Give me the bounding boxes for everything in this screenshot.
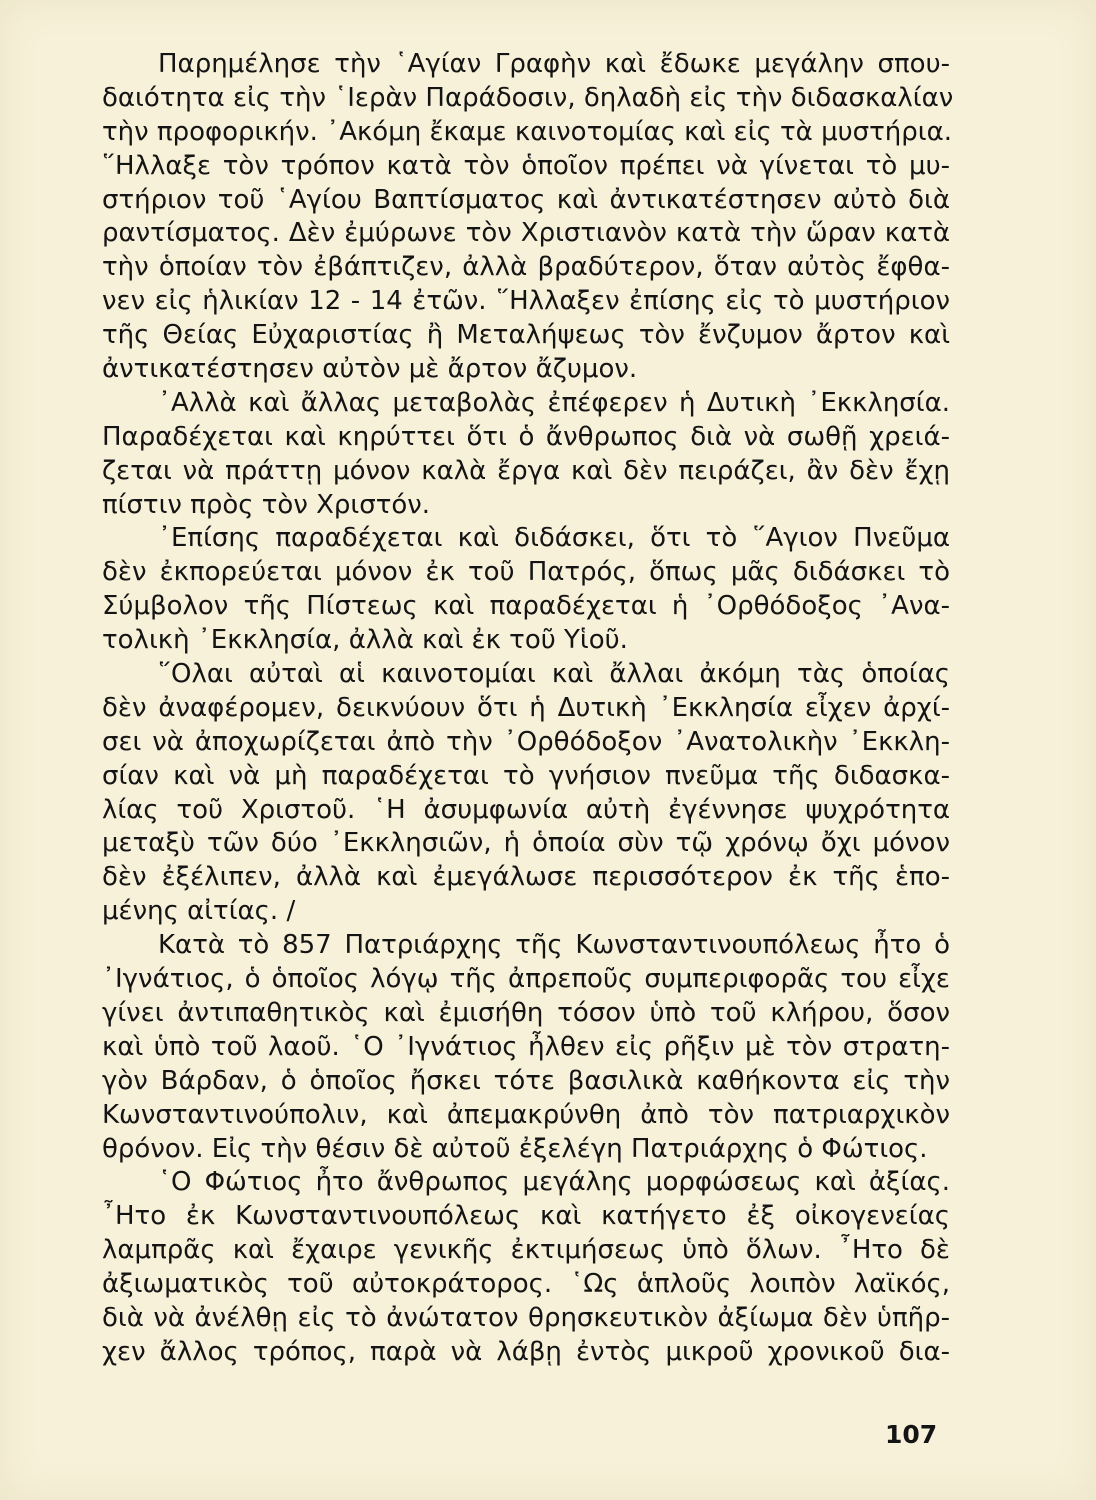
text-line: στήριον τοῦ ῾Αγίου Βαπτίσματος καὶ ἀντικατέστησεν αὐτὸ διὰ <box>102 184 950 215</box>
text-line: ἀντικατέστησεν αὐτὸν μὲ ἄρτον ἄζυμον. <box>102 354 638 385</box>
text-line: μεταξὺ τῶν δύο ᾿Εκκλησιῶν, ἡ ὁποία σὺν τῷ χρόνῳ ὄχι μόνον <box>102 828 950 859</box>
body-text <box>102 48 954 1370</box>
text-line: ᾿Αλλὰ καὶ ἄλλας μεταβολὰς ἐπέφερεν ἡ Δυτικὴ ᾿Εκκλησία. <box>158 387 950 418</box>
text-line: δὲν ἀναφέρομεν, δεικνύουν ὅτι ἡ Δυτικὴ ᾿Εκκλησία εἶχεν ἀρχί- <box>102 692 950 723</box>
text-line: λίας τοῦ Χριστοῦ. ῾Η ἀσυμφωνία αὐτὴ ἐγέννησε ψυχρότητα <box>102 794 950 825</box>
text-line: ῞Ολαι αὐταὶ αἱ καινοτομίαι καὶ ἄλλαι ἀκόμη τὰς ὁποίας <box>158 659 950 690</box>
text-line: ῏Ητο ἐκ Κωνσταντινουπόλεως καὶ κατήγετο ἐξ οἰκογενείας <box>102 1201 950 1232</box>
text-line: καὶ ὑπὸ τοῦ λαοῦ. ῾Ο ᾿Ιγνάτιος ἦλθεν εἰς ρῆξιν μὲ τὸν στρατη- <box>102 1031 950 1062</box>
text-line: γίνει ἀντιπαθητικὸς καὶ ἐμισήθη τόσον ὑπὸ τοῦ κλήρου, ὅσον <box>102 997 950 1028</box>
text-line: χεν ἄλλος τρόπος, παρὰ νὰ λάβῃ ἐντὸς μικροῦ χρονικοῦ δια- <box>102 1336 950 1367</box>
text-line: θρόνον. Εἰς τὴν θέσιν δὲ αὐτοῦ ἐξελέγη Πατριάρχης ὁ Φώτιος. <box>102 1133 928 1164</box>
text-line: τολικὴ ᾿Εκκλησία, ἀλλὰ καὶ ἐκ τοῦ Υἱοῦ. <box>102 625 628 656</box>
text-line: πίστιν πρὸς τὸν Χριστόν. <box>102 489 431 520</box>
text-line: δὲν ἐξέλιπεν, ἀλλὰ καὶ ἐμεγάλωσε περισσότερον ἐκ τῆς ἑπο- <box>102 862 950 893</box>
text-line: ῞Ηλλαξε τὸν τρόπον κατὰ τὸν ὁποῖον πρέπει νὰ γίνεται τὸ μυ- <box>102 150 950 181</box>
text-line: τῆς Θείας Εὐχαριστίας ἢ Μεταλήψεως τὸν ἔνζυμον ἄρτον καὶ <box>102 320 950 351</box>
text-line: ᾿Επίσης παραδέχεται καὶ διδάσκει, ὅτι τὸ ῞Αγιον Πνεῦμα <box>158 523 950 554</box>
text-line: δαιότητα εἰς τὴν ῾Ιερὰν Παράδοσιν, δηλαδὴ εἰς τὴν διδασκαλίαν <box>102 82 954 113</box>
text-line: δὲν ἐκπορεύεται μόνον ἐκ τοῦ Πατρός, ὅπως μᾶς διδάσκει τὸ <box>102 557 950 588</box>
text-line: ῾Ο Φώτιος ἦτο ἄνθρωπος μεγάλης μορφώσεως καὶ ἀξίας. <box>158 1167 950 1198</box>
text-line: διὰ νὰ ἀνέλθῃ εἰς τὸ ἀνώτατον θρησκευτικὸν ἀξίωμα δὲν ὑπῆρ- <box>102 1302 950 1333</box>
text-line: Κωνσταντινούπολιν, καὶ ἀπεμακρύνθη ἀπὸ τὸν πατριαρχικὸν <box>102 1099 950 1130</box>
text-line: Παρημέλησε τὴν ῾Αγίαν Γραφὴν καὶ ἔδωκε μεγάλην σπου- <box>158 49 950 79</box>
text-line: σει νὰ ἀποχωρίζεται ἀπὸ τὴν ᾿Ορθόδοξον ᾿Ανατολικὴν ᾿Εκκλη- <box>102 726 950 757</box>
text-line: Κατὰ τὸ 857 Πατριάρχης τῆς Κωνσταντινουπόλεως ἦτο ὁ <box>158 930 950 961</box>
text-line: λαμπρᾶς καὶ ἔχαιρε γενικῆς ἐκτιμήσεως ὑπὸ ὅλων. ῏Ητο δὲ <box>102 1235 950 1266</box>
text-line: τὴν προφορικήν. ᾿Ακόμη ἔκαμε καινοτομίας καὶ εἰς τὰ μυστήρια. <box>102 116 952 147</box>
page-number: 107 <box>885 1420 938 1449</box>
text-line: μένης αἰτίας. / <box>102 896 296 927</box>
text-line: Παραδέχεται καὶ κηρύττει ὅτι ὁ ἄνθρωπος διὰ νὰ σωθῇ χρειά- <box>102 421 950 452</box>
text-line: ραντίσματος. Δὲν ἐμύρωνε τὸν Χριστιανὸν κατὰ τὴν ὥραν κατὰ <box>102 218 950 249</box>
text-line: γὸν Βάρδαν, ὁ ὁποῖος ἤσκει τότε βασιλικὰ καθήκοντα εἰς τὴν <box>102 1065 950 1096</box>
text-line: ζεται νὰ πράττῃ μόνον καλὰ ἔργα καὶ δὲν πειράζει, ἂν δὲν ἔχῃ <box>102 455 950 486</box>
text-line: Σύμβολον τῆς Πίστεως καὶ παραδέχεται ἡ ᾿Ορθόδοξος ᾿Ανα- <box>102 591 950 622</box>
text-line: τὴν ὁποίαν τὸν ἐβάπτιζεν, ἀλλὰ βραδύτερον, ὅταν αὐτὸς ἔφθα- <box>102 252 950 283</box>
text-line: σίαν καὶ νὰ μὴ παραδέχεται τὸ γνήσιον πνεῦμα τῆς διδασκα- <box>102 760 950 791</box>
text-line: νεν εἰς ἡλικίαν 12 - 14 ἐτῶν. ῞Ηλλαξεν ἐπίσης εἰς τὸ μυστήριον <box>102 286 950 317</box>
text-line: ἀξιωματικὸς τοῦ αὐτοκράτορος. ῾Ως ἁπλοῦς λοιπὸν λαϊκός, <box>102 1269 950 1300</box>
text-line: ᾿Ιγνάτιος, ὁ ὁποῖος λόγῳ τῆς ἀπρεποῦς συμπεριφορᾶς του εἶχε <box>102 964 950 995</box>
